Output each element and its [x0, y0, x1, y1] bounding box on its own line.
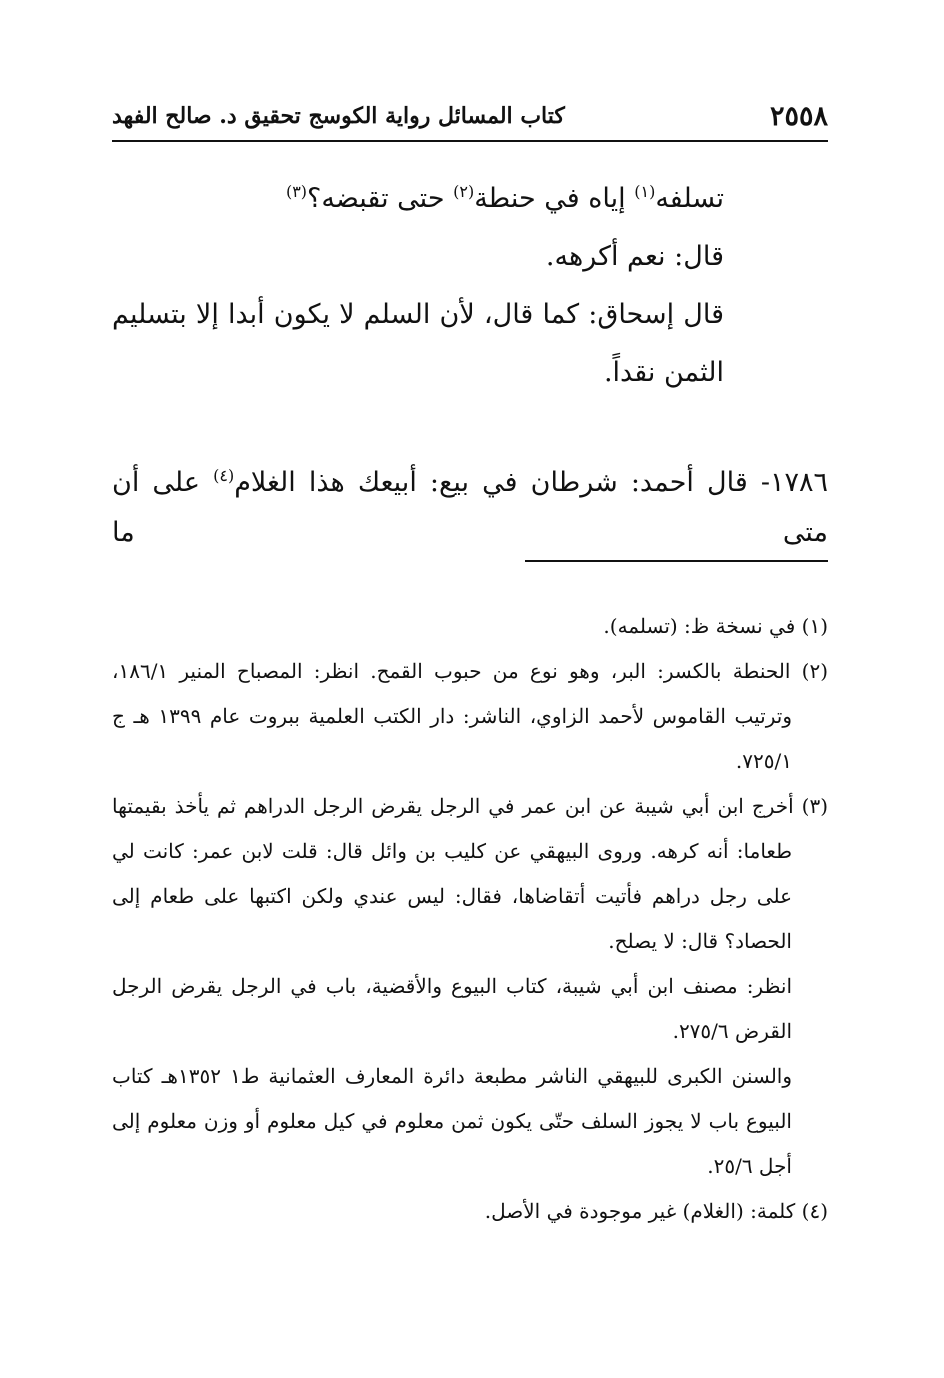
footnote-ref-1[interactable]: (١) [634, 182, 656, 201]
footnotes [112, 604, 828, 1234]
header-rule [112, 140, 828, 142]
item-1786-line: ١٧٨٦- قال أحمد: شرطان في بيع: أبيعك هذا الغلام$^{(٤)}$ على أن متى ما [112, 466, 828, 548]
text-line-ishaq: قال إسحاق: كما قال، لأن السلم لا يكون أبدا إلا بتسليم الثمن نقداً. [112, 299, 724, 388]
footnote-3-source-1: انظر: مصنف ابن أبي شيبة، كتاب البيوع والأقضية، باب في الرجل يقرض الرجل القرض ٢٧٥/٦. [112, 974, 792, 1043]
footnote-ref-4[interactable]: (٤) [213, 466, 235, 485]
text-line-answer: قال: نعم أكرهه. [545, 241, 724, 272]
footnote-ref-3[interactable]: (٣) [285, 182, 308, 201]
footnote-2: (٢) الحنطة بالكسر: البر، وهو نوع من حبوب القمح. انظر: المصباح المنير ١٨٦/١، وترتيب القاموس لأحمد الزاوي، الناشر: دار الكتب العلمية ببروت عام ١٣٩٩ هـ ج ٧٢٥/١. [112, 659, 828, 773]
footnote-3: (٣) أخرج ابن أبي شيبة عن ابن عمر في الرجل يقرض الرجل الدراهم ثم يأخذ بقيمتها طعاما: أنه كرهه. وروى البيهقي عن كليب بن وائل قال: قلت لابن عمر: كانت لي على رجل دراهم فأتيت أتقاضاها، فقال: ليس عندي ولكن اكتبها على طعام إلى الحصاد؟ قال: لا يصلح. [112, 794, 828, 953]
footnote-separator [525, 560, 828, 562]
footnote-3-source-2: والسنن الكبرى للبيهقي الناشر مطبعة دائرة المعارف العثمانية ط١ ١٣٥٢هـ كتاب البيوع باب لا يجوز السلف حتّى يكون ثمن معلوم في كيل معلوم أو وزن معلوم إلى أجل ٢٥/٦. [112, 1064, 793, 1178]
text-line-question: تسلفه$^{(١)}$ إياه في حنطة$^{(٢)}$ حتى تقبضه؟$^{(٣)}$ [285, 182, 724, 214]
footnote-4: (٤) كلمة: (الغلام) غير موجودة في الأصل. [484, 1199, 828, 1223]
page-number: ٢٥٥٨ [769, 100, 828, 132]
page-header [112, 92, 828, 140]
footnote-ref-2[interactable]: (٢) [453, 182, 475, 201]
footnote-1: (١) في نسخة ظ: (تسلمه). [603, 614, 828, 638]
main-text [112, 170, 724, 402]
running-title: كتاب المسائل رواية الكوسج تحقيق د. صالح الفهد [112, 103, 565, 129]
